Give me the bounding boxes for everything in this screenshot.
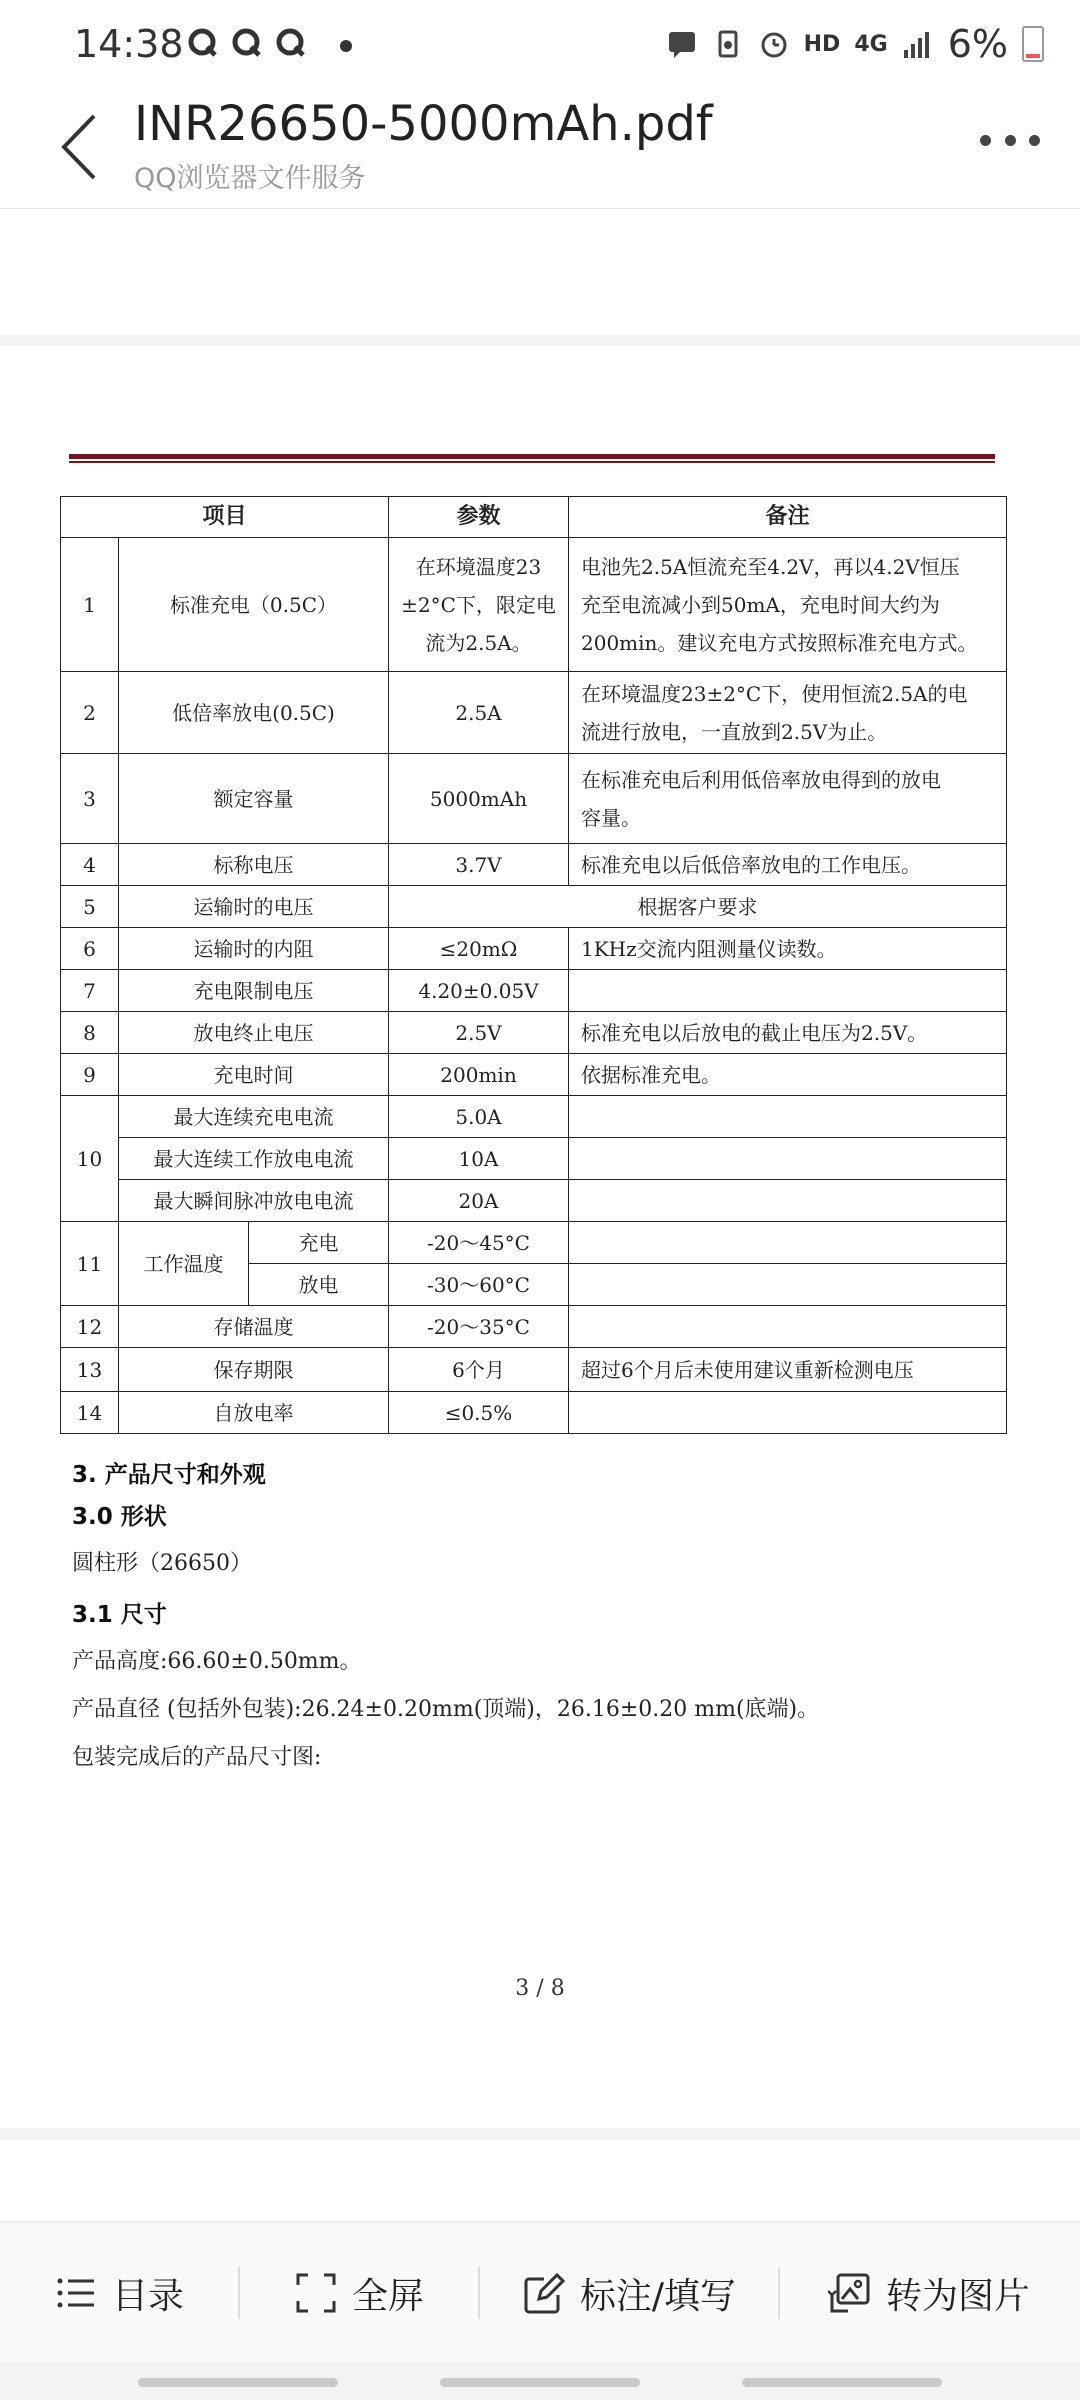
fullscreen-button[interactable] <box>240 2223 478 2363</box>
fullscreen-icon <box>294 2271 338 2315</box>
row-number: 5 <box>61 886 119 928</box>
row-param: 10A <box>389 1138 569 1180</box>
row-item: 存储温度 <box>119 1306 389 1348</box>
row-note: 依据标准充电。 <box>569 1054 1007 1096</box>
system-navigation-bar <box>0 2362 1080 2400</box>
paragraph: 产品高度:66.60±0.50mm。 <box>72 1649 362 1674</box>
column-header: 项目 <box>61 497 389 538</box>
toc-label: 目录 <box>111 2275 184 2317</box>
column-header: 参数 <box>389 497 569 538</box>
table-row <box>61 1096 1007 1138</box>
to-image-label: 转为图片 <box>885 2275 1030 2317</box>
row-item: 最大瞬间脉冲放电电流 <box>119 1180 389 1222</box>
row-param: -20～35°C <box>389 1306 569 1348</box>
row-sub-label: 放电 <box>249 1264 389 1306</box>
row-note: 电池先2.5A恒流充至4.2V，再以4.2V恒压 充至电流减小到50mA，充电时间大约为 200min。建议充电方式按照标准充电方式。 <box>569 538 1007 672</box>
document-title: INR26650-5000mAh.pdf <box>134 96 713 152</box>
row-param: 5000mAh <box>389 754 569 844</box>
table-row <box>61 1348 1007 1392</box>
pdf-page <box>0 346 1080 2128</box>
row-item: 自放电率 <box>119 1392 389 1434</box>
row-note: 标准充电以后低倍率放电的工作电压。 <box>569 844 1007 886</box>
page-number: 3 / 8 <box>515 1976 565 2001</box>
row-number: 4 <box>61 844 119 886</box>
row-note: 在环境温度23±2°C下，使用恒流2.5A的电 流进行放电，一直放到2.5V为止。 <box>569 672 1007 754</box>
section-heading: 3.1 尺寸 <box>72 1602 167 1628</box>
column-header: 备注 <box>569 497 1007 538</box>
row-param: 在环境温度23 ±2°C下，限定电 流为2.5A。 <box>389 538 569 672</box>
annotate-label: 标注/填写 <box>579 2275 737 2317</box>
table-row <box>61 1180 1007 1222</box>
row-note: 超过6个月后未使用建议重新检测电压 <box>569 1348 1007 1392</box>
bottom-toolbar <box>0 2222 1080 2363</box>
paragraph: 产品直径 (包括外包装):26.24±0.20mm(顶端)，26.16±0.20 mm(底端)。 <box>72 1697 820 1722</box>
row-note <box>569 1264 1007 1306</box>
row-number: 3 <box>61 754 119 844</box>
row-item: 放电终止电压 <box>119 1012 389 1054</box>
row-param: 2.5A <box>389 672 569 754</box>
back-chevron-icon[interactable] <box>56 110 106 184</box>
table-row <box>61 1222 1007 1264</box>
spec-table <box>60 496 1007 1434</box>
row-param: 6个月 <box>389 1348 569 1392</box>
row-number: 7 <box>61 970 119 1012</box>
row-note <box>569 1138 1007 1180</box>
row-note <box>569 1096 1007 1138</box>
row-item: 标称电压 <box>119 844 389 886</box>
row-item: 低倍率放电(0.5C) <box>119 672 389 754</box>
page-header-rule <box>69 454 995 459</box>
to-image-button[interactable] <box>780 2223 1078 2363</box>
row-merged-value: 根据客户要求 <box>389 886 1007 928</box>
row-item: 运输时的电压 <box>119 886 389 928</box>
row-param: -30～60°C <box>389 1264 569 1306</box>
row-sub-label: 充电 <box>249 1222 389 1264</box>
more-dots-icon[interactable] <box>980 130 1040 150</box>
row-item: 标准充电（0.5C） <box>119 538 389 672</box>
network-indicator: 4G <box>854 31 888 57</box>
table-row <box>61 538 1007 672</box>
row-note <box>569 970 1007 1012</box>
row-note <box>569 1222 1007 1264</box>
next-page <box>0 2140 1080 2220</box>
row-param: 200min <box>389 1054 569 1096</box>
nav-back-button[interactable] <box>742 2378 942 2387</box>
row-item: 充电限制电压 <box>119 970 389 1012</box>
table-row <box>61 754 1007 844</box>
row-number: 8 <box>61 1012 119 1054</box>
row-number: 12 <box>61 1306 119 1348</box>
status-bar <box>0 0 1080 90</box>
row-item: 最大连续工作放电电流 <box>119 1138 389 1180</box>
table-header-row <box>61 497 1007 538</box>
row-item: 工作温度 <box>119 1222 249 1306</box>
recycle-icon <box>712 28 744 60</box>
paragraph: 包装完成后的产品尺寸图: <box>72 1745 322 1770</box>
qq-notification-icon <box>232 28 262 58</box>
row-item: 运输时的内阻 <box>119 928 389 970</box>
paragraph: 圆柱形（26650） <box>72 1551 252 1576</box>
table-row <box>61 1306 1007 1348</box>
table-row <box>61 844 1007 886</box>
annotate-button[interactable] <box>480 2223 778 2363</box>
status-time: 14:38 <box>74 22 184 66</box>
table-row <box>61 886 1007 928</box>
row-number: 14 <box>61 1392 119 1434</box>
image-convert-icon <box>828 2271 872 2315</box>
row-note <box>569 1392 1007 1434</box>
row-item: 最大连续充电电流 <box>119 1096 389 1138</box>
row-param: 5.0A <box>389 1096 569 1138</box>
toc-button[interactable] <box>0 2223 238 2363</box>
hd-indicator: HD <box>803 31 841 57</box>
qq-notification-icon <box>188 28 218 58</box>
table-row <box>61 672 1007 754</box>
row-note <box>569 1306 1007 1348</box>
row-number: 6 <box>61 928 119 970</box>
battery-icon <box>1022 26 1044 62</box>
table-row <box>61 928 1007 970</box>
row-number: 13 <box>61 1348 119 1392</box>
table-row <box>61 970 1007 1012</box>
table-row <box>61 1138 1007 1180</box>
row-number: 2 <box>61 672 119 754</box>
row-number: 1 <box>61 538 119 672</box>
page-header-rule <box>69 461 995 463</box>
row-param: 2.5V <box>389 1012 569 1054</box>
nav-recent-button[interactable] <box>138 2378 338 2387</box>
battery-percent: 6% <box>947 22 1008 66</box>
qq-notification-icon <box>276 28 306 58</box>
edit-icon <box>522 2271 566 2315</box>
row-item: 充电时间 <box>119 1054 389 1096</box>
row-note: 在标准充电后利用低倍率放电得到的放电 容量。 <box>569 754 1007 844</box>
row-note: 1KHz交流内阻测量仪读数。 <box>569 928 1007 970</box>
row-item: 额定容量 <box>119 754 389 844</box>
row-number: 9 <box>61 1054 119 1096</box>
row-param: 3.7V <box>389 844 569 886</box>
row-note: 标准充电以后放电的截止电压为2.5V。 <box>569 1012 1007 1054</box>
row-param: ≤20mΩ <box>389 928 569 970</box>
row-param: 4.20±0.05V <box>389 970 569 1012</box>
fullscreen-label: 全屏 <box>351 2275 424 2317</box>
row-number: 10 <box>61 1096 119 1222</box>
row-note <box>569 1180 1007 1222</box>
signal-icon <box>902 28 934 60</box>
row-number: 11 <box>61 1222 119 1306</box>
row-item: 保存期限 <box>119 1348 389 1392</box>
more-notifications-dot <box>340 40 352 52</box>
message-icon <box>666 28 698 60</box>
table-row <box>61 1012 1007 1054</box>
table-row <box>61 1392 1007 1434</box>
table-row <box>61 1054 1007 1096</box>
app-header <box>0 90 1080 209</box>
document-source: QQ浏览器文件服务 <box>134 163 366 194</box>
row-param: 20A <box>389 1180 569 1222</box>
list-icon <box>54 2271 98 2315</box>
row-param: ≤0.5% <box>389 1392 569 1434</box>
section-heading: 3. 产品尺寸和外观 <box>72 1462 266 1488</box>
previous-page <box>0 209 1080 335</box>
alarm-icon <box>758 28 790 60</box>
row-param: -20～45°C <box>389 1222 569 1264</box>
nav-home-button[interactable] <box>440 2378 640 2387</box>
section-heading: 3.0 形状 <box>72 1504 167 1530</box>
